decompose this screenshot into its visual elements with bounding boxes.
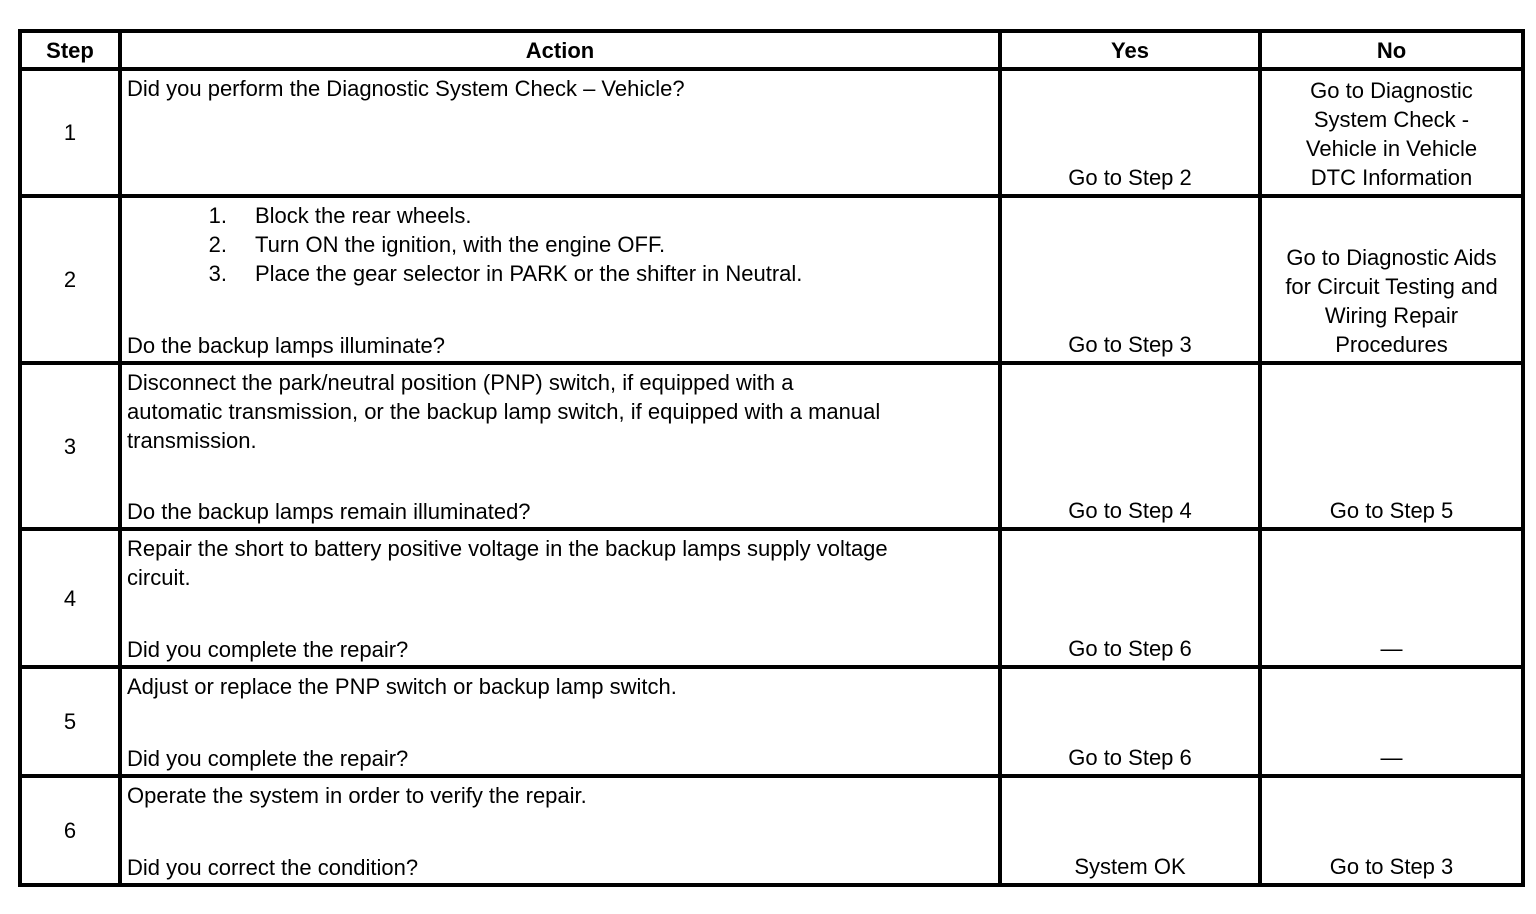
header-step: Step bbox=[20, 31, 120, 69]
table-row bbox=[20, 529, 1523, 667]
yes-cell bbox=[1000, 69, 1260, 196]
action-question: Did you correct the condition? bbox=[127, 855, 419, 880]
action-question: Do the backup lamps illuminate? bbox=[127, 333, 445, 358]
no-text: — bbox=[1380, 636, 1403, 661]
no-cell bbox=[1260, 667, 1523, 776]
action-cell bbox=[120, 667, 1000, 776]
step-number: 3 bbox=[20, 363, 120, 529]
list-item-number: 2. bbox=[208, 232, 227, 257]
no-text-line: Procedures bbox=[1335, 332, 1448, 357]
action-cell bbox=[120, 69, 1000, 196]
action-cell bbox=[120, 529, 1000, 667]
list-item bbox=[127, 230, 994, 259]
step-number: 6 bbox=[20, 776, 120, 885]
action-text: Did you perform the Diagnostic System Check – Vehicle? bbox=[127, 76, 685, 101]
no-text: Go to Step 3 bbox=[1329, 854, 1454, 879]
action-cell bbox=[120, 196, 1000, 363]
no-text-line: Go to Diagnostic Aids bbox=[1286, 245, 1497, 270]
action-text-line: Operate the system in order to verify the repair. bbox=[127, 783, 587, 808]
yes-text: Go to Step 6 bbox=[1068, 636, 1192, 661]
table-row bbox=[20, 667, 1523, 776]
table-row bbox=[20, 776, 1523, 885]
no-text-line: DTC Information bbox=[1310, 165, 1473, 190]
list-item-text: Place the gear selector in PARK or the shifter in Neutral. bbox=[255, 261, 803, 286]
list-item bbox=[127, 201, 994, 230]
table-header-row bbox=[20, 31, 1523, 69]
step-number: 2 bbox=[20, 196, 120, 363]
action-text-line: Adjust or replace the PNP switch or backup lamp switch. bbox=[127, 674, 677, 699]
no-text-line: Wiring Repair bbox=[1324, 303, 1459, 328]
action-text-line: automatic transmission, or the backup lamp switch, if equipped with a manual bbox=[127, 399, 881, 424]
action-question: Did you complete the repair? bbox=[127, 746, 409, 771]
list-item-text: Turn ON the ignition, with the engine OFF. bbox=[255, 232, 666, 257]
no-cell bbox=[1260, 776, 1523, 885]
action-step-list bbox=[127, 201, 994, 288]
table-row bbox=[20, 196, 1523, 363]
list-item-number: 1. bbox=[208, 203, 227, 228]
list-item-text: Block the rear wheels. bbox=[255, 203, 472, 228]
yes-cell bbox=[1000, 667, 1260, 776]
table-row bbox=[20, 69, 1523, 196]
table-row bbox=[20, 363, 1523, 529]
no-text: Go to Step 5 bbox=[1329, 498, 1454, 523]
no-cell bbox=[1260, 529, 1523, 667]
action-question: Did you complete the repair? bbox=[127, 637, 409, 662]
yes-text: Go to Step 6 bbox=[1068, 745, 1192, 770]
header-yes: Yes bbox=[1000, 31, 1260, 69]
diagnostic-table bbox=[18, 29, 1525, 887]
step-number: 5 bbox=[20, 667, 120, 776]
yes-cell bbox=[1000, 776, 1260, 885]
yes-text: Go to Step 2 bbox=[1068, 165, 1192, 190]
step-number: 1 bbox=[20, 69, 120, 196]
yes-cell bbox=[1000, 196, 1260, 363]
action-text-line: transmission. bbox=[127, 428, 257, 453]
no-text-line: System Check - bbox=[1313, 107, 1470, 132]
no-cell bbox=[1260, 363, 1523, 529]
list-item bbox=[127, 259, 994, 288]
action-text-line: Disconnect the park/neutral position (PNP) switch, if equipped with a bbox=[127, 370, 794, 395]
yes-text: Go to Step 4 bbox=[1068, 498, 1192, 523]
action-text-line: Repair the short to battery positive voltage in the backup lamps supply voltage bbox=[127, 536, 888, 561]
yes-cell bbox=[1000, 363, 1260, 529]
action-cell bbox=[120, 363, 1000, 529]
header-action: Action bbox=[120, 31, 1000, 69]
yes-text: System OK bbox=[1074, 854, 1186, 879]
action-cell bbox=[120, 776, 1000, 885]
no-cell bbox=[1260, 196, 1523, 363]
yes-cell bbox=[1000, 529, 1260, 667]
list-item-number: 3. bbox=[208, 261, 227, 286]
no-text-line: Go to Diagnostic bbox=[1310, 78, 1473, 103]
step-number: 4 bbox=[20, 529, 120, 667]
header-no: No bbox=[1260, 31, 1523, 69]
action-text-line: circuit. bbox=[127, 565, 191, 590]
no-text: — bbox=[1380, 745, 1403, 770]
yes-text: Go to Step 3 bbox=[1068, 332, 1192, 357]
no-text-line: for Circuit Testing and bbox=[1285, 274, 1498, 299]
no-text-line: Vehicle in Vehicle bbox=[1305, 136, 1478, 161]
action-question: Do the backup lamps remain illuminated? bbox=[127, 499, 531, 524]
no-cell bbox=[1260, 69, 1523, 196]
